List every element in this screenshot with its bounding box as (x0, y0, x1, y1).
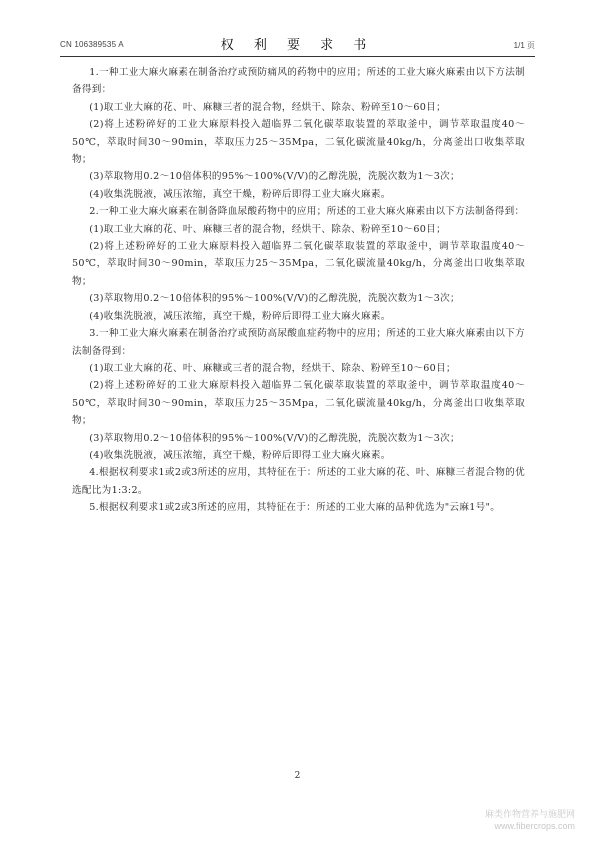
watermark (485, 808, 575, 832)
claim-paragraph: 3.一种工业大麻火麻素在制备治疗或预防高尿酸血症药物中的应用；所述的工业大麻火麻素由以下方法制备得到： (72, 328, 525, 357)
document-title: 权 利 要 求 书 (220, 38, 375, 53)
claim-paragraph: (4)收集洗脱液，减压浓缩，真空干燥，粉碎后即得工业大麻火麻素。 (89, 188, 391, 200)
document-header (60, 34, 535, 54)
page-number: 2 (294, 771, 301, 781)
claims-body (72, 64, 525, 517)
claim-paragraph: 1.一种工业大麻火麻素在制备治疗或预防痛风的药物中的应用；所述的工业大麻火麻素由以下方法制备得到： (72, 67, 525, 96)
watermark-site-name: 麻类作物营养与施肥网 (484, 809, 575, 819)
claim-paragraph: (1)取工业大麻的花、叶、麻糠或三者的混合物，经烘干、除杂、粉碎至10～60目； (89, 362, 456, 374)
header-divider (60, 56, 535, 57)
patent-number: CN 106389535 A (60, 40, 124, 49)
claim-paragraph: (3)萃取物用0.2～10倍体积的95%～100%(V/V)的乙醇洗脱，洗脱次数为1～3次； (89, 432, 460, 444)
claim-paragraph: 5.根据权利要求1或2或3所述的应用，其特征在于：所述的工业大麻的品种优选为"云麻1号"。 (89, 502, 501, 514)
claim-paragraph: (2)将上述粉碎好的工业大麻原料投入超临界二氧化碳萃取装置的萃取釜中，调节萃取温度40～50℃，萃取时间30～90min，萃取压力25～35Mpa，二氧化碳流量40kg/h，分离釜出口收集萃取物； (72, 380, 525, 427)
page-indicator: 1/1 页 (513, 41, 535, 50)
claim-paragraph: (4)收集洗脱液，减压浓缩，真空干燥，粉碎后即得工业大麻火麻素。 (89, 310, 391, 322)
claim-paragraph: 2.一种工业大麻火麻素在制备降血尿酸药物中的应用；所述的工业大麻火麻素由以下方法制备得到： (89, 206, 525, 218)
claim-paragraph: (4)收集洗脱液，减压浓缩，真空干燥，粉碎后即得工业大麻火麻素。 (89, 449, 391, 461)
claim-paragraph: 4.根据权利要求1或2或3所述的应用，其特征在于：所述的工业大麻的花、叶、麻糠三者混合物的优选配比为1:3:2。 (72, 467, 525, 496)
claim-paragraph: (1)取工业大麻的花、叶、麻糠三者的混合物，经烘干、除杂、粉碎至10～60目； (89, 223, 446, 235)
claim-paragraph: (2)将上述粉碎好的工业大麻原料投入超临界二氧化碳萃取装置的萃取釜中，调节萃取温度40～50℃，萃取时间30～90min，萃取压力25～35Mpa，二氧化碳流量40kg/h，分离釜出口收集萃取物； (72, 241, 525, 287)
watermark-url: www.fibercrops.com (494, 821, 575, 831)
claim-paragraph: (1)取工业大麻的花、叶、麻糠三者的混合物，经烘干、除杂、粉碎至10～60目； (89, 101, 446, 113)
claim-paragraph: (2)将上述粉碎好的工业大麻原料投入超临界二氧化碳萃取装置的萃取釜中，调节萃取温度40～50℃，萃取时间30～90min，萃取压力25～35Mpa，二氧化碳流量40kg/h，分离釜出口收集萃取物； (72, 119, 525, 166)
claim-paragraph: (3)萃取物用0.2～10倍体积的95%～100%(V/V)的乙醇洗脱，洗脱次数为1～3次； (89, 171, 460, 183)
claim-paragraph: (3)萃取物用0.2～10倍体积的95%～100%(V/V)的乙醇洗脱，洗脱次数为1～3次； (89, 293, 460, 305)
